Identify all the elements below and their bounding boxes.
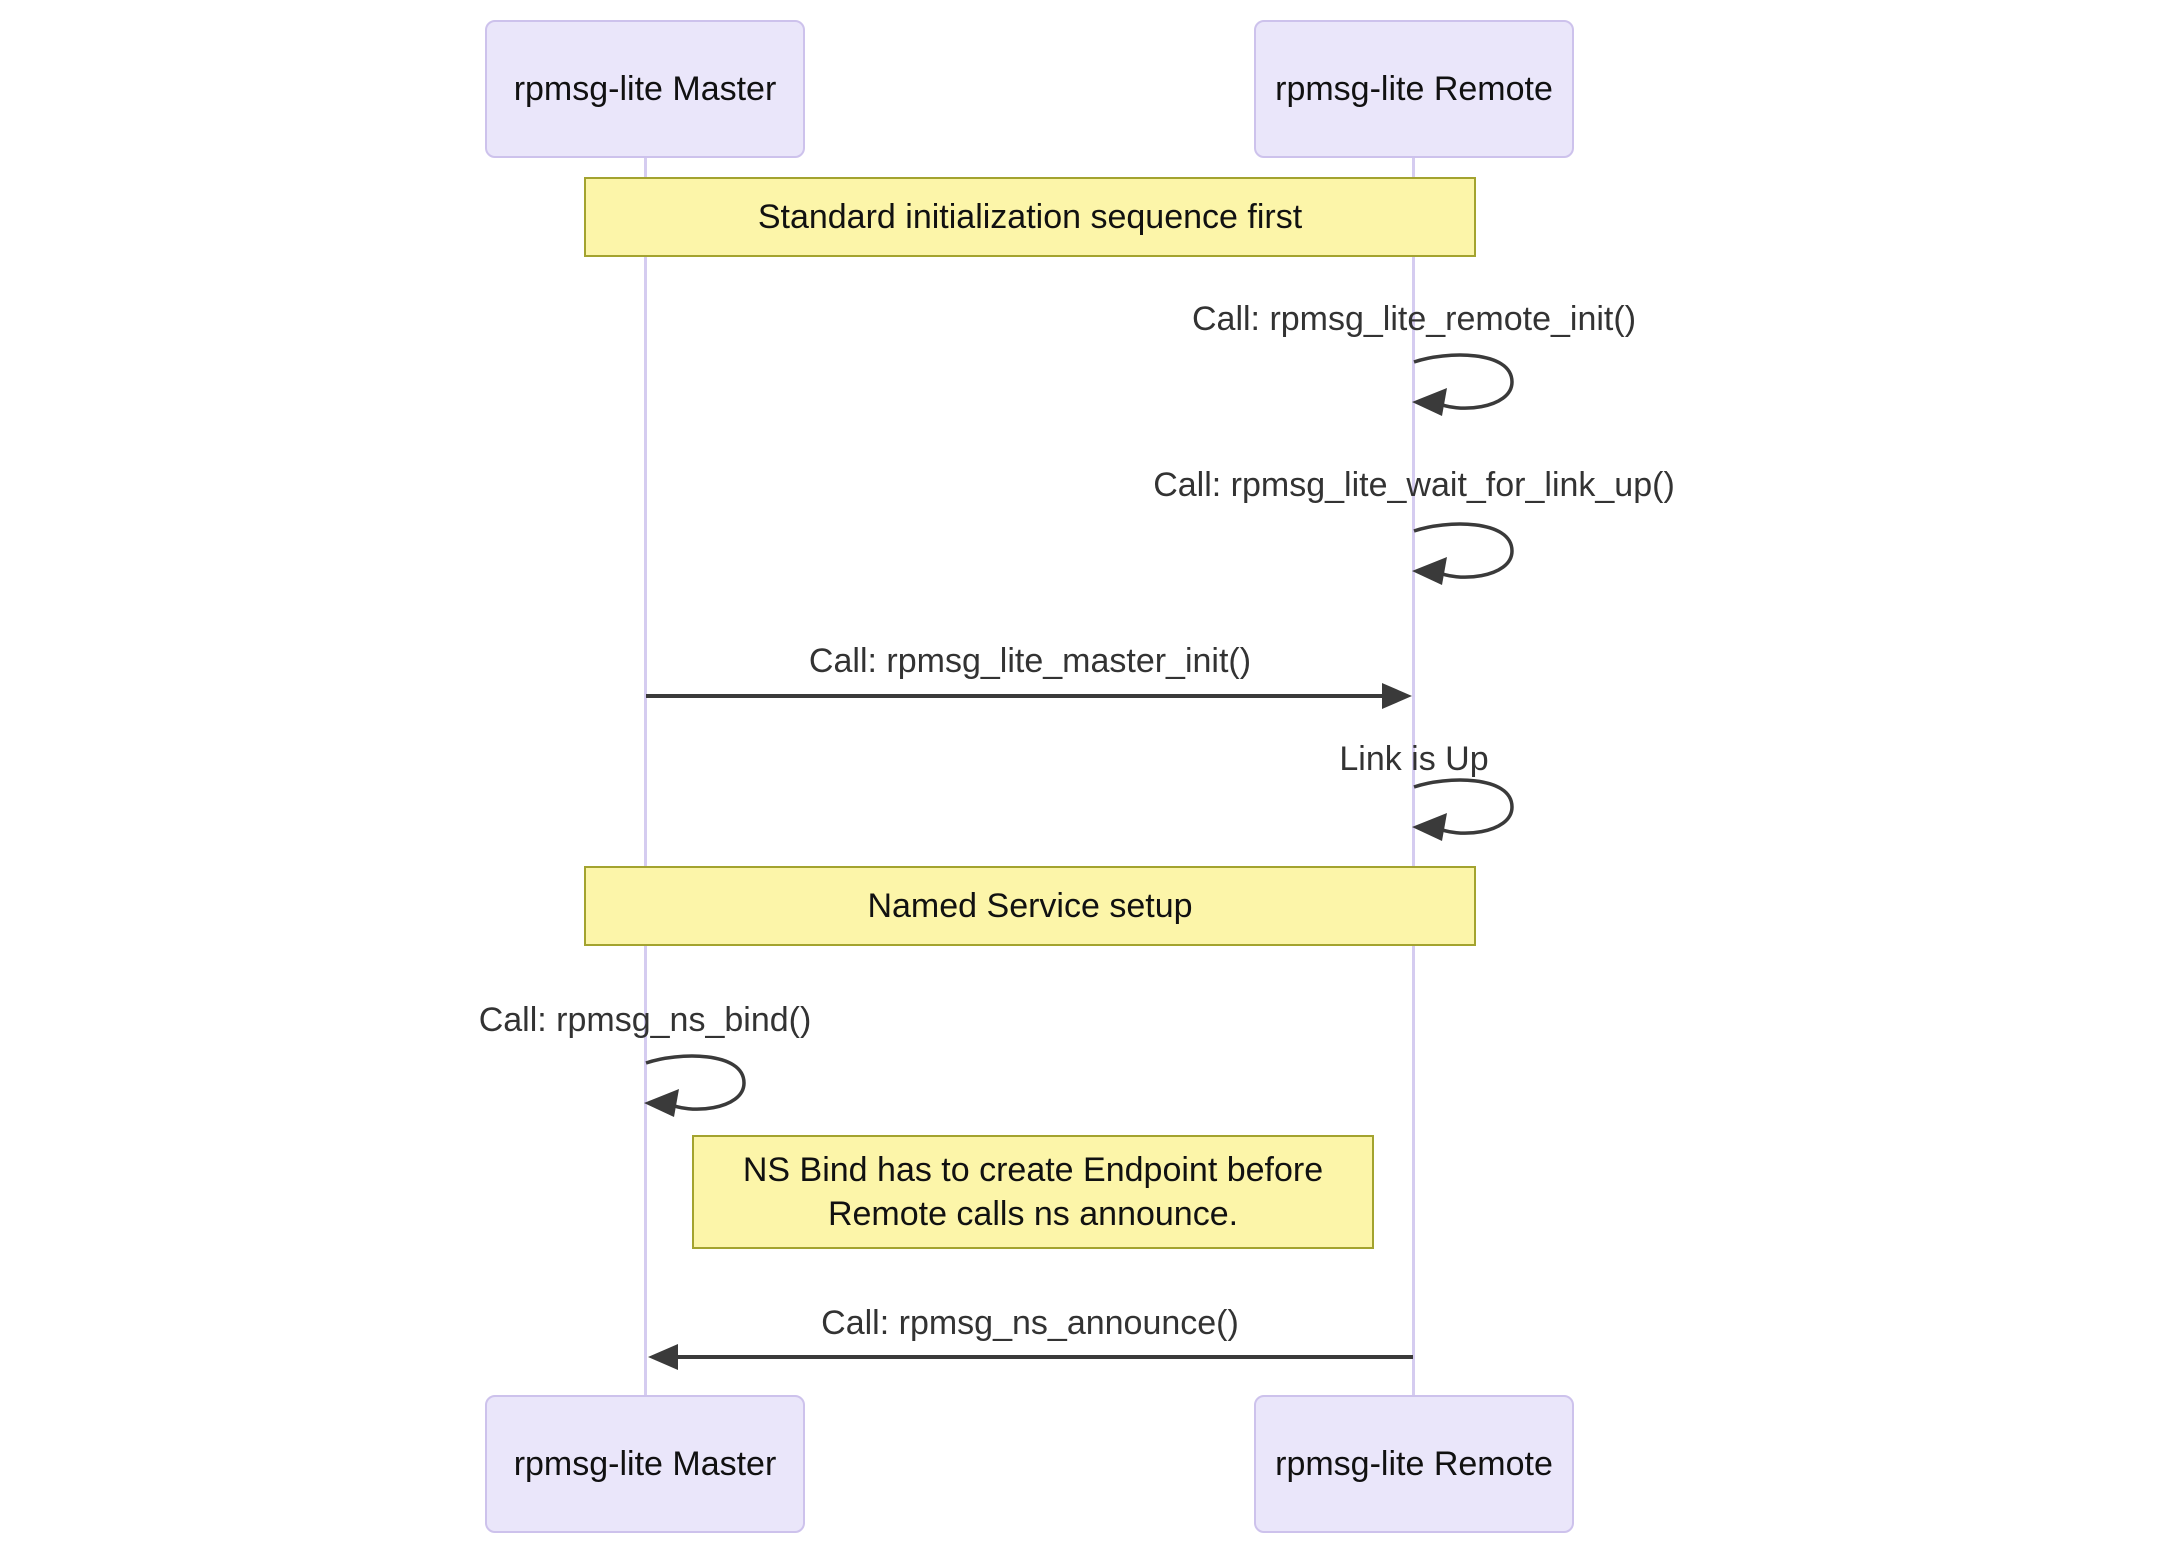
arrow-head-right-icon: [1382, 683, 1412, 709]
actor-label-remote-bottom: rpmsg-lite Remote: [1275, 1444, 1553, 1483]
message-label-remote-init: Call: rpmsg_lite_remote_init(): [1191, 300, 1637, 338]
note-ns-bind-line-2: Remote calls ns announce.: [827, 1195, 1239, 1233]
note-standard-initialization: [584, 177, 1476, 257]
arrow-line-ns-announce: [676, 1355, 1413, 1359]
lifeline-master: [644, 158, 647, 1395]
note-named-service-setup-label: Named Service setup: [867, 887, 1193, 925]
note-standard-initialization-label: Standard initialization sequence first: [757, 198, 1303, 236]
actor-label-master-bottom: rpmsg-lite Master: [513, 1444, 777, 1483]
message-label-ns-announce: Call: rpmsg_ns_announce(): [821, 1304, 1239, 1342]
message-label-ns-bind: Call: rpmsg_ns_bind(): [478, 1001, 812, 1039]
actor-box-master-bottom: [485, 1395, 805, 1533]
actor-box-remote-top: [1254, 20, 1574, 158]
self-loop-arrow-wait-for-link-up: [1412, 517, 1530, 589]
note-ns-bind-line-1: NS Bind has to create Endpoint before: [742, 1151, 1324, 1189]
self-loop-arrow-ns-bind: [644, 1049, 762, 1121]
arrow-head-left-icon: [648, 1344, 678, 1370]
message-label-wait-for-link-up: Call: rpmsg_lite_wait_for_link_up(): [1153, 466, 1675, 504]
actor-label-remote-top: rpmsg-lite Remote: [1275, 69, 1553, 108]
actor-box-remote-bottom: [1254, 1395, 1574, 1533]
note-ns-bind: [692, 1135, 1374, 1249]
actor-label-master-top: rpmsg-lite Master: [513, 69, 777, 108]
message-label-master-init: Call: rpmsg_lite_master_init(): [808, 642, 1252, 680]
actor-box-master-top: [485, 20, 805, 158]
self-loop-arrow-remote-init: [1412, 348, 1530, 420]
message-label-link-is-up: Link is Up: [1339, 740, 1489, 778]
self-loop-arrow-link-is-up: [1412, 773, 1530, 845]
note-named-service-setup: [584, 866, 1476, 946]
arrow-line-master-init: [646, 694, 1382, 698]
